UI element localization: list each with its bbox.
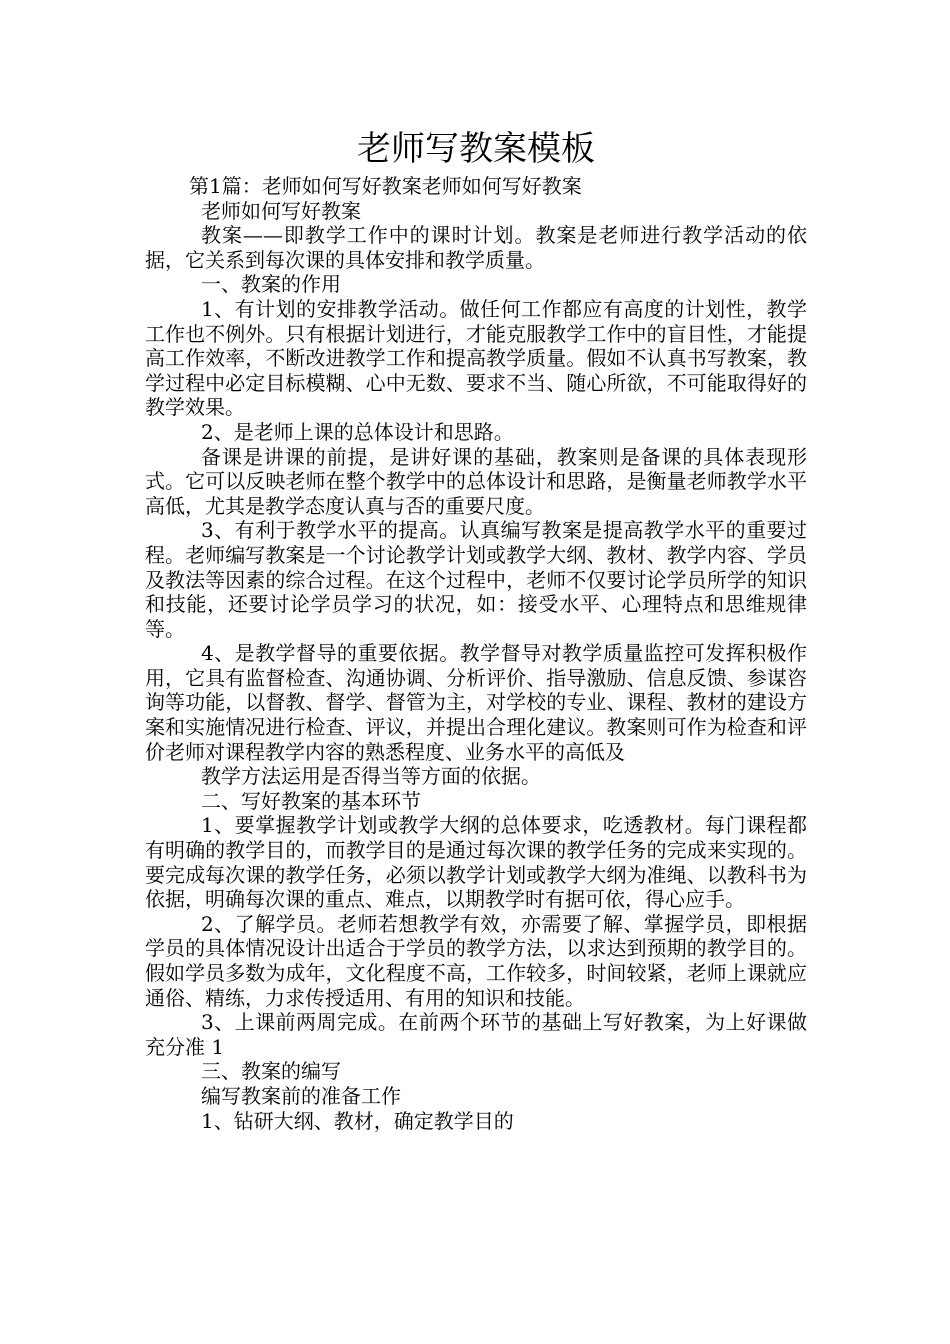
paragraph-role-4: 4、是教学督导的重要依据。教学督导对教学质量监控可发挥积极作用，它具有监督检查、沟通协调、分析评价、指导激励、信息反馈、参谋咨询等功能，以督教、督学、督管为主，对学校的专业、课程、教材的建设方案和实施情况进行检查、评议，并提出合理化建议。教案则可作为检查和评价老师对课程教学内容的熟悉程度、业务水平的高低及 (145, 641, 807, 764)
section-heading-steps: 二、写好教案的基本环节 (201, 788, 421, 813)
paragraph-prep-work: 编写教案前的准备工作 (201, 1083, 401, 1108)
paragraph-step-3: 3、上课前两周完成。在前两个环节的基础上写好教案，为上好课做充分准 1 (145, 1010, 807, 1059)
document-title: 老师写教案模板 (357, 129, 595, 169)
paragraph-role-2: 2、是老师上课的总体设计和思路。 (201, 419, 514, 444)
paragraph-role-3: 3、有利于教学水平的提高。认真编写教案是提高教学水平的重要过程。老师编写教案是一个讨论教学计划或教学大纲、教材、教学内容、学员及教法等因素的综合过程。在这个过程中，老师不仅要讨论学员所学的知识和技能，还要讨论学员学习的状况，如：接受水平、心理特点和思维规律等。 (145, 518, 807, 641)
paragraph-step-2: 2、了解学员。老师若想教学有效，亦需要了解、掌握学员，即根据学员的具体情况设计出适合于学员的教学方法，以求达到预期的教学目的。假如学员多数为成年，文化程度不高，工作较多，时间较紧，老师上课就应通俗、精练，力求传授适用、有用的知识和技能。 (145, 911, 807, 1010)
paragraph-prep-1: 1、钻研大纲、教材，确定教学目的 (201, 1108, 514, 1133)
document-page (145, 126, 807, 1133)
paragraph-heading-how-to: 老师如何写好教案 (201, 198, 361, 223)
document-subtitle: 第1篇：老师如何写好教案老师如何写好教案 (189, 174, 582, 198)
paragraph-definition: 教案——即教学工作中的课时计划。教案是老师进行教学活动的依据，它关系到每次课的具体安排和教学质量。 (145, 223, 807, 272)
section-heading-role: 一、教案的作用 (201, 272, 341, 297)
paragraph-role-4-cont: 教学方法运用是否得当等方面的依据。 (201, 764, 541, 789)
paragraph-preparation: 备课是讲课的前提，是讲好课的基础，教案则是备课的具体表现形式。它可以反映老师在整个教学中的总体设计和思路，是衡量老师教学水平高低，尤其是教学态度认真与否的重要尺度。 (145, 444, 807, 518)
paragraph-step-1: 1、要掌握教学计划或教学大纲的总体要求，吃透教材。每门课程都有明确的教学目的，而教学目的是通过每次课的教学任务的完成来实现的。要完成每次课的教学任务，必须以教学计划或教学大纲为准绳、以教科书为依据，明确每次课的重点、难点，以期教学时有据可依，得心应手。 (145, 813, 807, 912)
section-heading-writing: 三、教案的编写 (201, 1059, 341, 1084)
paragraph-role-1: 1、有计划的安排教学活动。做任何工作都应有高度的计划性，教学工作也不例外。只有根据计划进行，才能克服教学工作中的盲目性，才能提高工作效率，不断改进教学工作和提高教学质量。假如不认真书写教案，教学过程中必定目标模糊、心中无数、要求不当、随心所欲，不可能取得好的教学效果。 (145, 296, 807, 420)
